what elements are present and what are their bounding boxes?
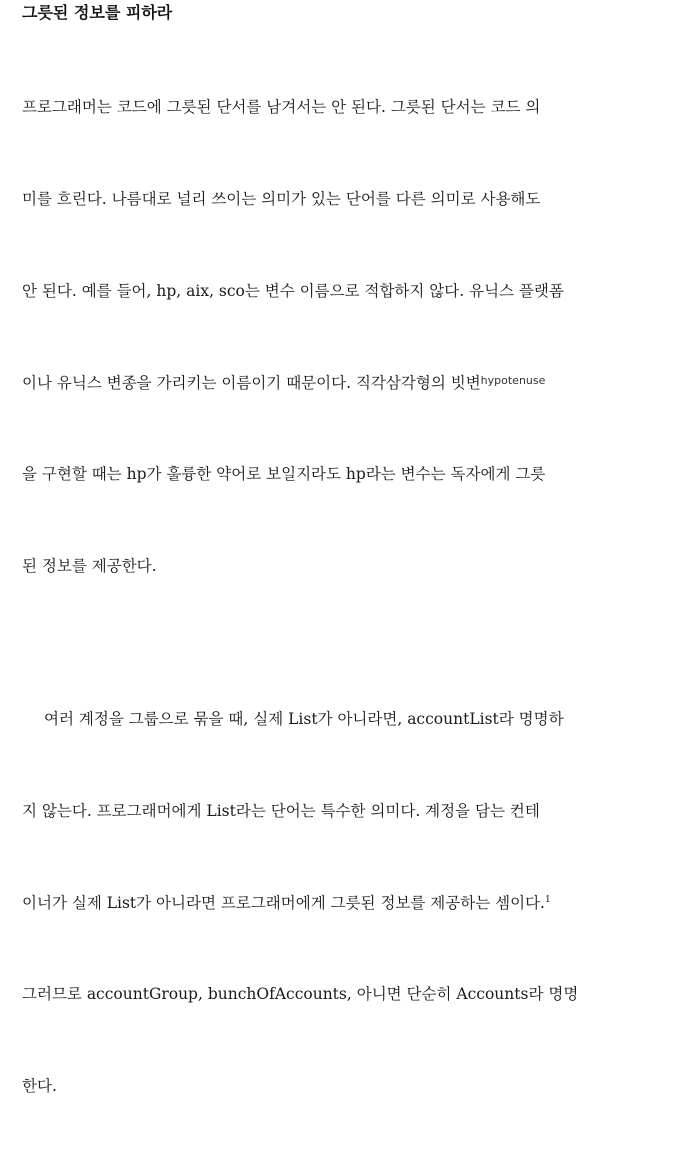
text-line-with-gloss [22,368,674,399]
text-line-with-footnote [22,888,674,919]
document-page [22,0,674,1163]
text-line: 안 된다. 예를 들어, hp, aix, sco는 변수 이름으로 적합하지 않다. 유닉스 플랫폼 [22,281,564,300]
text-line: 지 않는다. 프로그래머에게 List라는 단어는 특수한 의미다. 계정을 담는 컨테 [22,801,540,820]
text-line: 한다. [22,1077,57,1096]
text-line: 여러 계정을 그룹으로 묶을 때, 실제 List가 아니라면, accountList라 명명하 [44,710,564,729]
text-line: 된 정보를 제공한다. [22,557,157,576]
text-line: 그러므로 accountGroup, bunchOfAccounts, 아니면 단순히 Accounts라 명명 [22,985,579,1004]
text-line: 을 구현할 때는 hp가 훌륭한 약어로 보일지라도 hp라는 변수는 독자에게 그릇 [22,465,546,484]
text-line: 이너가 실제 List가 아니라면 프로그래머에게 그릇된 정보를 제공하는 셈이다. [22,893,545,912]
text-line: 프로그래머는 코드에 그릇된 단서를 남겨서는 안 된다. 그릇된 단서는 코드 의 [22,98,541,117]
text-line: 이나 유닉스 변종을 가리키는 이름이기 때문이다. 직각삼각형의 빗변 [22,373,481,392]
section-heading: 그릇된 정보를 피하라 [22,3,173,22]
footnote-marker[interactable]: 1 [544,894,551,905]
hypotenuse-gloss: hypotenuse [480,373,546,387]
paragraph-misleading-names [22,31,674,643]
paragraph-account-list [22,643,674,1163]
text-line: 미를 흐린다. 나름대로 널리 쓰이는 의미가 있는 단어를 다른 의미로 사용해도 [22,189,541,208]
